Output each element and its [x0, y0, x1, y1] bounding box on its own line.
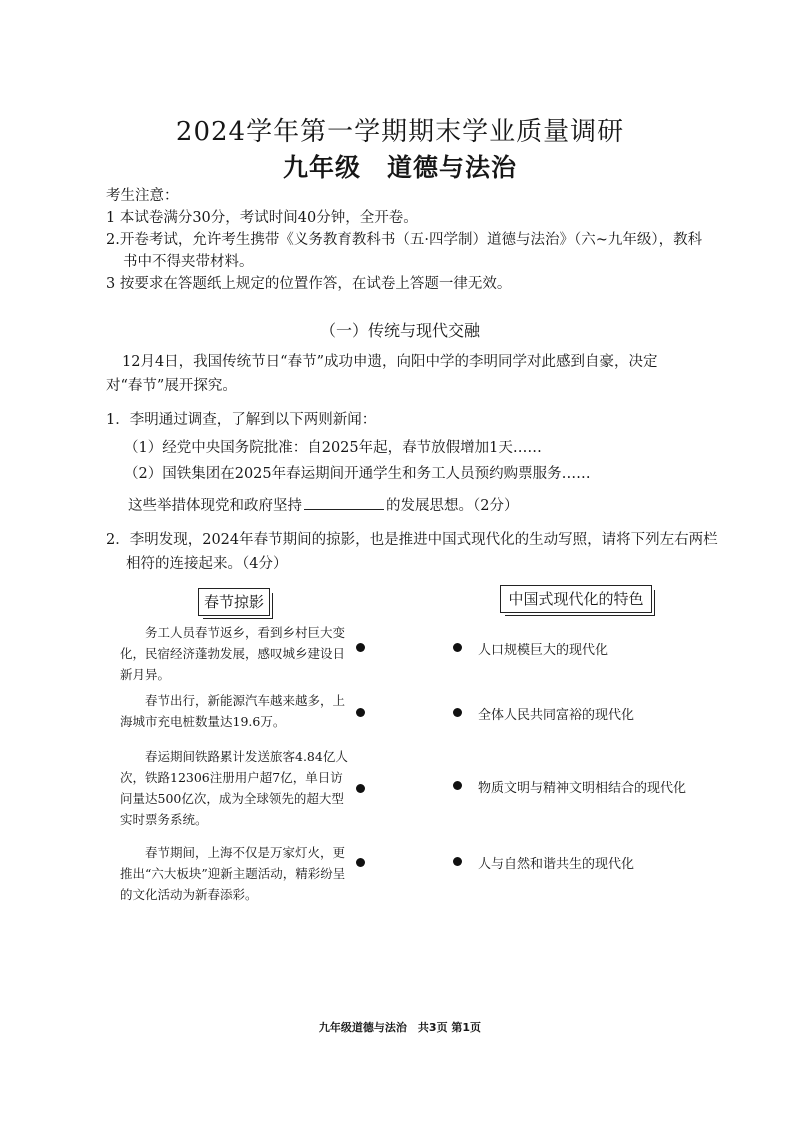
- right-connect-dot-2[interactable]: [453, 708, 462, 717]
- notice-item-1: 1 本试卷满分30分，考试时间40分钟，全开卷。: [106, 210, 418, 226]
- question-2-stem-2: 相符的连接起来。（4分）: [126, 556, 288, 572]
- left-connect-dot-3[interactable]: [356, 784, 365, 793]
- page-footer: 九年级道德与法治 共3页 第1页: [318, 1021, 482, 1034]
- exam-subtitle: 九年级 道德与法治: [282, 153, 517, 182]
- left-item-3: 春运期间铁路累计发送旅客4.84亿人次，铁路12306注册用户超7亿，单日访问量达500亿次，成为全球领先的超大型实时票务系统。: [120, 749, 348, 827]
- question-1-news-2: （2）国铁集团在2025年春运期间开通学生和务工人员预约购票服务……: [124, 466, 591, 482]
- left-item-1: 务工人员春节返乡，看到乡村巨大变化，民宿经济蓬勃发展，感叹城乡建设日新月异。: [120, 625, 346, 682]
- right-connect-dot-3[interactable]: [453, 781, 462, 790]
- right-column-header: 中国式现代化的特色: [500, 585, 652, 613]
- prompt-after: 的发展思想。（2分）: [386, 498, 519, 514]
- left-connect-dot-2[interactable]: [356, 708, 365, 717]
- notice-item-2: 2.开卷考试，允许考生携带《义务教育教科书（五·四学制）道德与法治》（六~九年级），教科: [106, 232, 703, 248]
- right-item-3: 物质文明与精神文明相结合的现代化: [478, 781, 687, 796]
- prompt-before: 这些举措体现党和政府坚持: [128, 498, 302, 514]
- right-connect-dot-4[interactable]: [453, 857, 462, 866]
- intro-line-1: 12月4日，我国传统节日“春节”成功申遗，向阳中学的李明同学对此感到自豪，决定: [122, 354, 658, 370]
- notice-item-2-cont: 书中不得夹带材料。: [123, 254, 254, 270]
- answer-blank[interactable]: [304, 495, 384, 510]
- left-item-4: 春节期间，上海不仅是万家灯火，更推出“六大板块”迎新主题活动，精彩纷呈的文化活动为新春添彩。: [120, 845, 346, 902]
- question-2-stem-1: 2．李明发现，2024年春节期间的掠影，也是推进中国式现代化的生动写照，请将下列左右两栏: [106, 532, 718, 548]
- left-item-2: 春节出行，新能源汽车越来越多，上海城市充电桩数量达19.6万。: [120, 693, 346, 729]
- right-item-4: 人与自然和谐共生的现代化: [478, 857, 635, 872]
- right-item-1: 人口规模巨大的现代化: [478, 643, 609, 658]
- question-1-stem: 1．李明通过调查，了解到以下两则新闻：: [106, 412, 377, 428]
- left-connect-dot-1[interactable]: [356, 643, 365, 652]
- notice-heading: 考生注意：: [106, 188, 179, 204]
- section-title: （一）传统与现代交融: [319, 321, 480, 340]
- question-1-news-1: （1）经党中央国务院批准：自2025年起，春节放假增加1天……: [124, 440, 542, 456]
- intro-line-2: 对“春节”展开探究。: [106, 378, 237, 394]
- left-column-header: 春节掠影: [198, 588, 270, 616]
- exam-title: 2024学年第一学期期末学业质量调研: [175, 117, 625, 147]
- question-1-prompt: [128, 494, 518, 515]
- left-connect-dot-4[interactable]: [356, 858, 365, 867]
- notice-item-3: 3 按要求在答题纸上规定的位置作答，在试卷上答题一律无效。: [106, 276, 512, 292]
- right-connect-dot-1[interactable]: [453, 643, 462, 652]
- right-item-2: 全体人民共同富裕的现代化: [478, 708, 635, 723]
